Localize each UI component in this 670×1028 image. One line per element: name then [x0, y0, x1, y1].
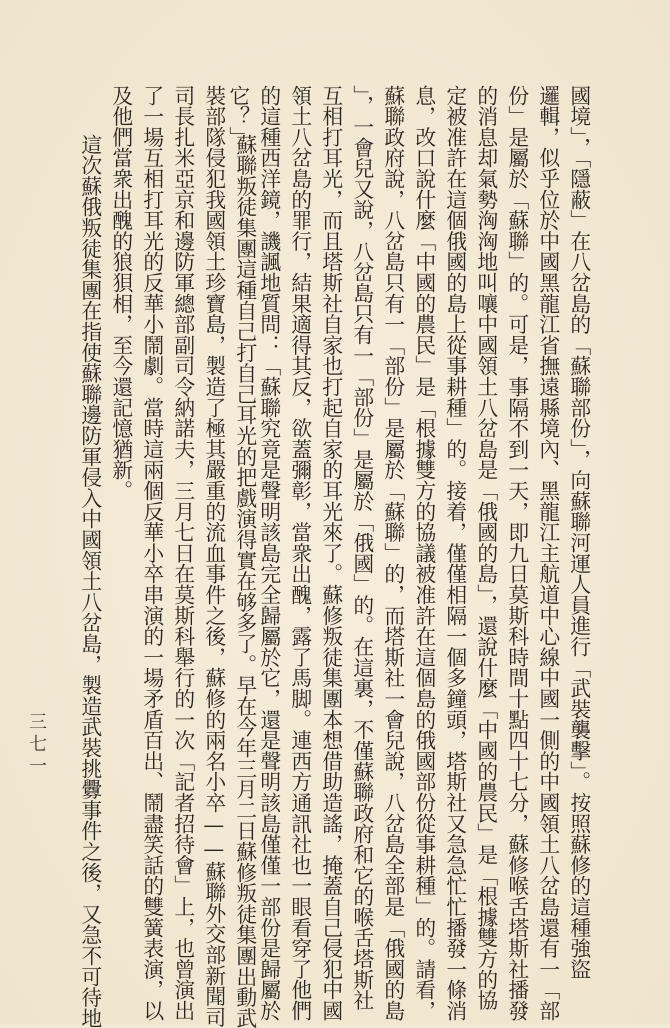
text-column: 蘇聯政府說，八岔島只有一「部份」是屬於「蘇聯」的，而塔斯社一會兒說，八岔島全部是「俄國的島: [380, 85, 405, 1021]
text-column: 份」是屬於「蘇聯」的。可是，事隔不到一天，即九日莫斯科時間十點四十七分，蘇修喉舌塔斯社播發: [504, 85, 529, 1021]
text-column: 定被准許在這個俄國的島上從事耕種」的。接着，僅僅相隔一個多鐘頭，塔斯社又急急忙忙播發一條消: [442, 85, 467, 1021]
text-column: 它？」: [225, 85, 250, 148]
page-number: 三七一: [26, 712, 47, 778]
text-column: 裝部隊侵犯我國領土珍寶島，製造了極其嚴重的流血事件之後，蘇修的兩名小卒——蘇聯外交部新聞司: [201, 85, 226, 1028]
text-column: 了一場互相打耳光的反華小鬧劇。當時這兩個反華小卒串演的一場矛盾百出、鬧盡笑話的雙簧表演，以: [139, 85, 164, 1021]
text-column: 互相打耳光，而且塔斯社自家也打起自家的耳光來了。蘇修叛徒集團本想借助造謠，掩蓋自己侵犯中國: [318, 85, 343, 1021]
text-column: 邏輯，似乎位於中國黑龍江省撫遠縣境內、黑龍江主航道中心線中國一側的中國領土八岔島還有一「部: [535, 85, 560, 1021]
text-column: 及他們當衆出醜的狼狽相，至今還記憶猶新。: [108, 85, 133, 501]
text-column: 司長扎米亞京和邊防軍總部副司令納諾夫，三月七日在莫斯科舉行的一次「記者招待會」上，也曾演出: [170, 85, 195, 1021]
text-column: 國境」，「隱蔽」在八岔島的「蘇聯部份」，向蘇聯河運人員進行「武裝襲擊」。按照蘇修的這種強盜: [566, 85, 591, 980]
text-column: 的這種西洋鏡，譏諷地質問：「蘇聯究竟是聲明該島完全歸屬於它，還是聲明該島僅僅一部份是歸屬於: [256, 85, 281, 1021]
text-column: 的消息却氣勢洶洶地叫嚷中國領土八岔島是「俄國的島」，還說什麼「中國的農民」是「根據雙方的協: [473, 85, 498, 1011]
text-column: 領土八岔島的罪行，結果適得其反，欲蓋彌彰，當衆出醜，露了馬脚。連西方通訊社也一眼看穿了他們: [287, 85, 312, 1021]
text-column: 」，一會兒又說，八岔島只有一「部份」是屬於「俄國」的。在這裏，不僅蘇聯政府和它的喉舌塔斯社: [349, 85, 374, 1011]
text-column: 這次蘇俄叛徒集團在指使蘇聯邊防軍侵入中國領土八岔島，製造武裝挑釁事件之後，又急不可待地: [77, 134, 102, 1028]
text-column: 蘇聯叛徒集團這種自己打自己耳光的把戲演得實在够多了。早在今年三月二日蘇修叛徒集團出動武: [232, 134, 257, 1028]
text-column: 息，改口說什麼「中國的農民」是「根據雙方的協議被准許在這個島的俄國部份從事耕種」的。請看，: [411, 85, 436, 1021]
